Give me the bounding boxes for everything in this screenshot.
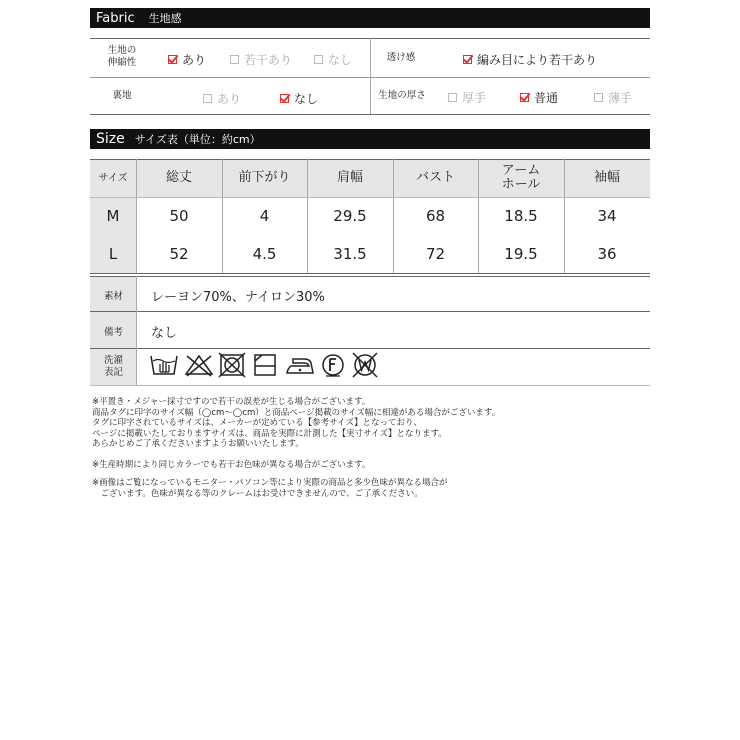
size-title-jp: サイズ表（単位：約cm）: [134, 133, 261, 146]
checkbox-icon: [230, 55, 239, 64]
size-cell: 68: [425, 207, 446, 225]
divider: [90, 114, 650, 115]
remarks-value: なし: [151, 326, 178, 341]
fabric-section-header: [90, 8, 650, 28]
header-shoulder: 肩幅: [336, 170, 363, 185]
thickness-option-thick[interactable]: 厚手: [448, 89, 486, 106]
size-cell: 36: [597, 245, 617, 263]
header-length: 総丈: [165, 170, 192, 185]
sheer-option[interactable]: 編み目により若干あり: [463, 51, 597, 68]
divider: [90, 311, 650, 312]
checkbox-checked-icon: [520, 93, 529, 102]
stretch-label: 生地の 伸縮性: [107, 45, 137, 68]
divider: [90, 276, 650, 277]
size-cell: 52: [169, 245, 189, 263]
size-cell: 34: [597, 207, 617, 225]
size-cell: M: [106, 207, 120, 225]
size-cell: 4.5: [252, 245, 277, 263]
divider: [90, 273, 650, 274]
size-cell: 29.5: [333, 207, 367, 225]
divider: [136, 276, 137, 385]
no-tumble-dry-icon: [218, 352, 246, 378]
thickness-label: 生地の厚さ: [378, 90, 426, 101]
header-size: サイズ: [98, 173, 128, 184]
checkbox-checked-icon: [463, 55, 472, 64]
lining-option-yes[interactable]: あり: [203, 90, 241, 107]
size-section-header: [90, 129, 650, 149]
size-cell: 4: [259, 207, 270, 225]
header-sleeve-width: 袖幅: [593, 170, 620, 185]
size-cell: 18.5: [504, 207, 538, 225]
size-cell: 72: [425, 245, 446, 263]
checkbox-icon: [594, 93, 603, 102]
divider: [370, 38, 371, 114]
no-bleach-icon: [184, 352, 214, 378]
no-wet-clean-icon: [351, 352, 379, 378]
size-cell: 19.5: [504, 245, 538, 263]
care-label: 洗濯 表記: [104, 355, 124, 378]
checkbox-checked-icon: [168, 55, 177, 64]
fabric-title-jp: 生地感: [148, 12, 182, 25]
size-cell: 31.5: [333, 245, 367, 263]
thickness-option-thin[interactable]: 薄手: [594, 89, 632, 106]
note-color-lot: ※生産時期により同じカラーでも若干お色味が異なる場合がございます。: [92, 460, 371, 470]
divider: [90, 385, 650, 386]
thickness-option-normal[interactable]: 普通: [520, 89, 558, 106]
stretch-option-slight[interactable]: 若干あり: [230, 51, 292, 68]
line-dry-shade-icon: [252, 352, 278, 378]
checkbox-icon: [448, 93, 457, 102]
size-cell: L: [108, 245, 118, 263]
checkbox-checked-icon: [280, 94, 289, 103]
remarks-label: 備考: [104, 327, 124, 338]
header-front-drop: 前下がり: [238, 170, 291, 185]
material-value: レーヨン70%、ナイロン30%: [151, 290, 325, 305]
size-title-en: Size: [96, 131, 125, 147]
divider: [90, 197, 650, 198]
sheer-label: 透け感: [386, 52, 416, 63]
stretch-option-none[interactable]: なし: [314, 51, 352, 68]
material-label: 素材: [104, 291, 124, 302]
note-monitor: ※画像はご覧になっているモニター・パソコン等により実際の商品と多少色味が異なる場合が ございます。色味が異なる等のクレームはお受けできませんので、ご了承ください。: [92, 478, 448, 499]
divider: [90, 159, 650, 160]
iron-low-icon: [284, 352, 316, 378]
header-bust: バスト: [415, 170, 455, 185]
checkbox-icon: [314, 55, 323, 64]
stretch-option-yes[interactable]: あり: [168, 51, 206, 68]
lining-option-no[interactable]: なし: [280, 90, 318, 107]
fabric-title-en: Fabric: [96, 10, 135, 26]
note-measurement: ※平置き・メジャー採寸ですので若干の誤差が生じる場合がございます。 商品タグに印字のサイズ幅（◯cm〜◯cm）と商品ページ掲載のサイズ幅に相違がある場合がございます。 タグに印字されているサイズは、メーカーが定めている【参考サイズ】となっており、 ページに掲載いたしておりますサイズは、商品を実際に計測した【実寸サイズ】となります。 あらかじめご了承くださいますようお願いいたします。: [92, 397, 501, 449]
hand-wash-icon: [149, 352, 179, 378]
dry-clean-f-icon: [320, 352, 346, 378]
lining-label: 裏地: [112, 90, 132, 101]
size-cell: 50: [169, 207, 189, 225]
checkbox-icon: [203, 94, 212, 103]
header-armhole: アーム ホール: [501, 163, 541, 192]
divider: [90, 348, 650, 349]
